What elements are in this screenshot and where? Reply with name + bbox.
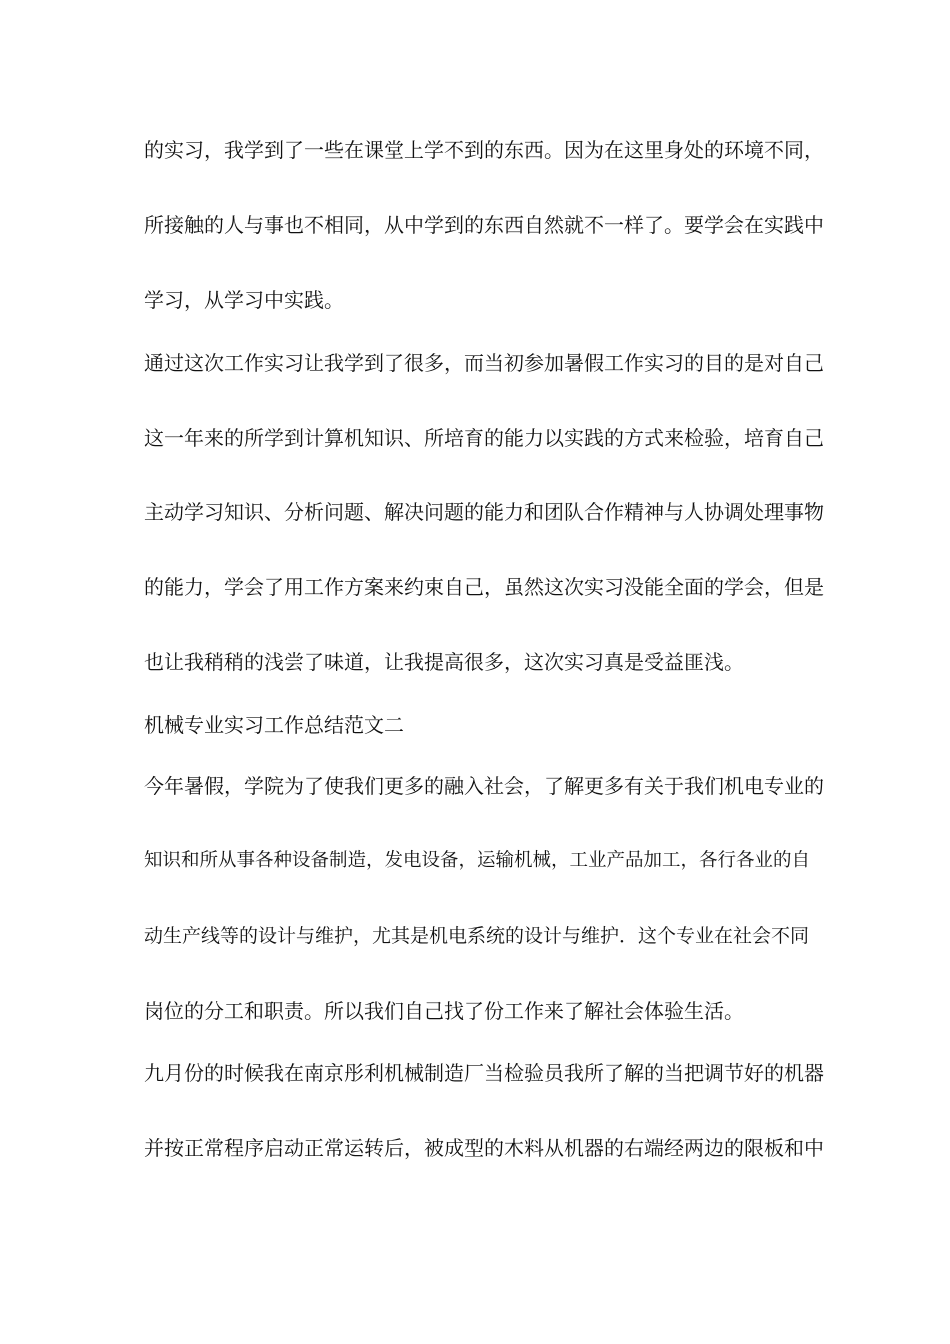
text-line: 这一年来的所学到计算机知识、所培育的能力以实践的方式来检验，培育自己	[144, 426, 824, 450]
section-heading: 机械专业实习工作总结范文二	[144, 713, 404, 737]
paragraph-start-line: 今年暑假，学院为了使我们更多的融入社会，了解更多有关于我们机电专业的	[144, 774, 824, 798]
text-line: 岗位的分工和职责。所以我们自己找了份工作来了解社会体验生活。	[144, 999, 744, 1023]
text-line: 的实习，我学到了一些在课堂上学不到的东西。因为在这里身处的环境不同，	[144, 138, 824, 162]
paragraph-start-line: 通过这次工作实习让我学到了很多，而当初参加暑假工作实习的目的是对自己	[144, 351, 824, 375]
text-line: 动生产线等的设计与维护，尤其是机电系统的设计与维护．这个专业在社会不同	[144, 925, 810, 947]
text-line: 的能力，学会了用工作方案来约束自己，虽然这次实习没能全面的学会，但是	[144, 575, 824, 599]
paragraph-start-line: 九月份的时候我在南京彤利机械制造厂当检验员我所了解的当把调节好的机器	[144, 1061, 824, 1085]
text-line: 所接触的人与事也不相同，从中学到的东西自然就不一样了。要学会在实践中	[144, 213, 824, 237]
text-line: 并按正常程序启动正常运转后，被成型的木料从机器的右端经两边的限板和中	[144, 1136, 824, 1160]
text-line: 知识和所从事各种设备制造，发电设备，运输机械，工业产品加工，各行各业的自	[144, 850, 811, 871]
text-line: 主动学习知识、分析问题、解决问题的能力和团队合作精神与人协调处理事物	[144, 500, 824, 524]
text-line: 也让我稍稍的浅尝了味道，让我提高很多，这次实习真是受益匪浅。	[144, 650, 744, 674]
text-line: 学习，从学习中实践。	[144, 288, 344, 312]
